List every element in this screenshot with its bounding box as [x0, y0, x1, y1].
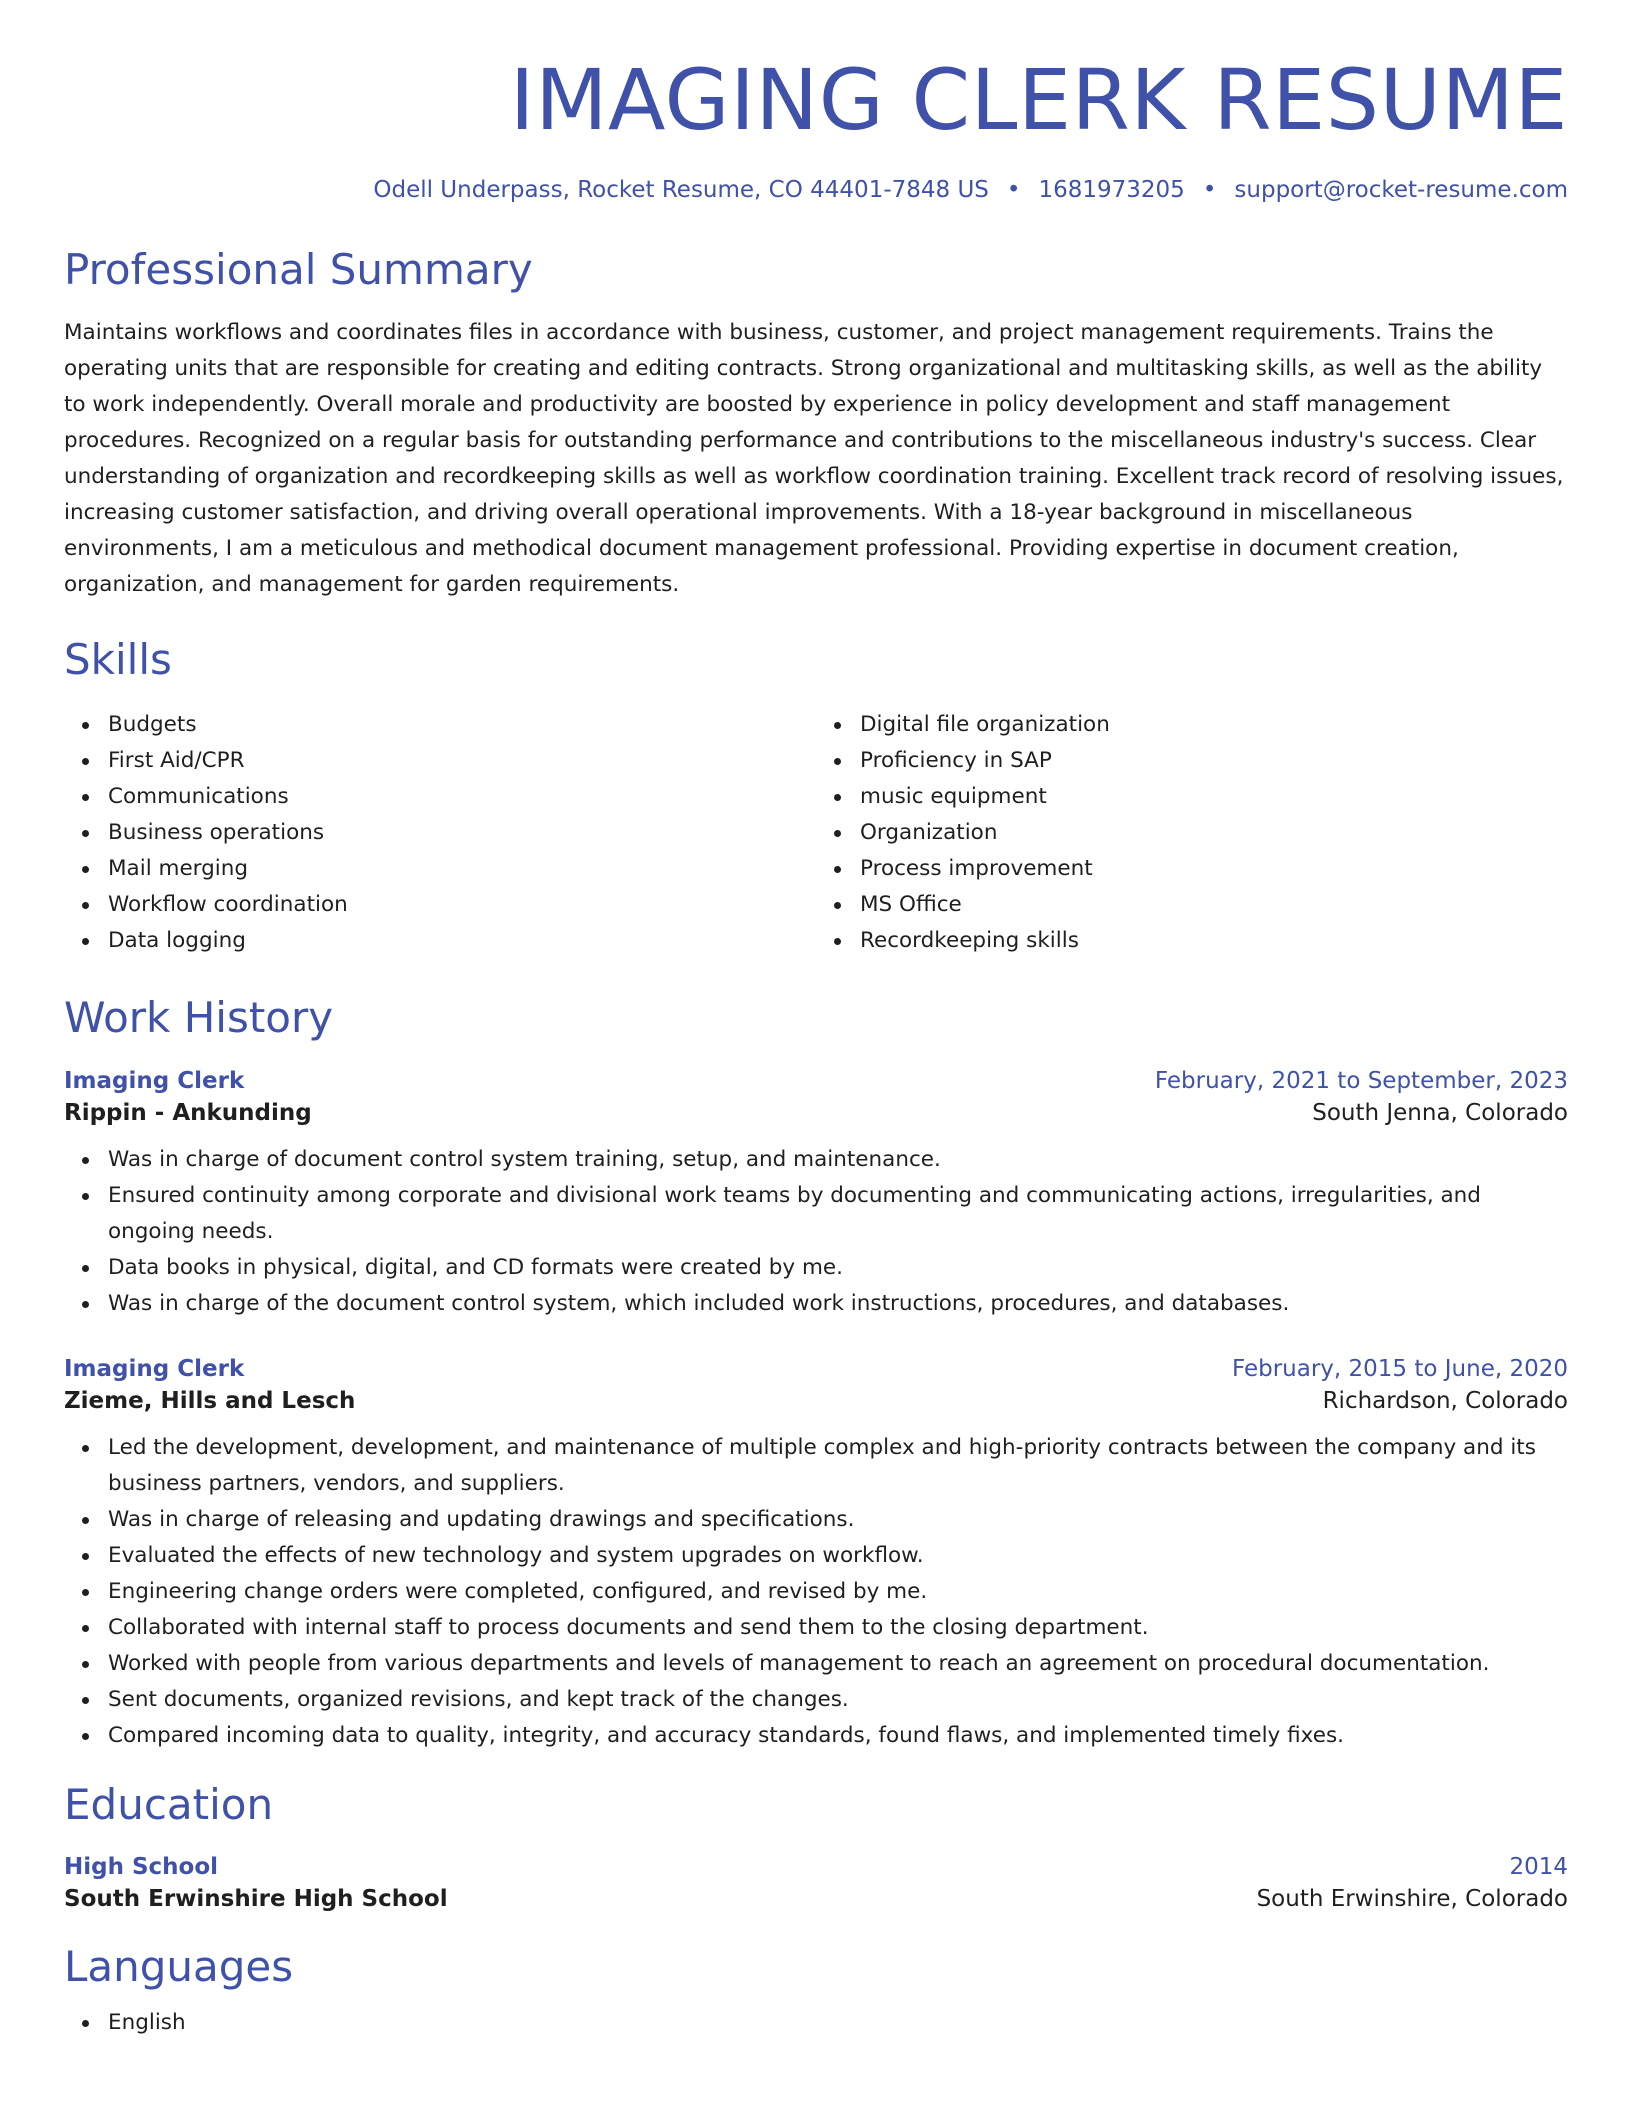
job-employer-row	[64, 1382, 1568, 1414]
job-entry	[64, 1356, 1568, 1754]
contact-address: Odell Underpass, Rocket Resume, CO 44401-7848 US	[373, 176, 989, 203]
skills-list-right	[816, 707, 1568, 959]
skill-item: Communications	[108, 779, 816, 815]
languages-section	[64, 1942, 1568, 2040]
job-dates: February, 2015 to June, 2020	[1231, 1355, 1568, 1382]
skill-item: Organization	[860, 815, 1568, 851]
job-company: Rippin - Ankunding	[64, 1099, 312, 1126]
job-duty-item: Worked with people from various departments and levels of management to reach an agreement on procedural documentation.	[108, 1646, 1568, 1682]
skill-item: Digital file organization	[860, 707, 1568, 743]
education-year: 2014	[1509, 1854, 1568, 1881]
job-location: Richardson, Colorado	[1322, 1387, 1568, 1414]
education-location: South Erwinshire, Colorado	[1256, 1886, 1568, 1913]
job-company: Zieme, Hills and Lesch	[64, 1387, 356, 1414]
skill-item: Proficiency in SAP	[860, 743, 1568, 779]
job-title: Imaging Clerk	[64, 1355, 245, 1382]
skills-list-left	[64, 707, 816, 959]
section-heading-languages: Languages	[64, 1942, 294, 1992]
contact-separator: •	[1202, 176, 1217, 203]
education-school-row	[64, 1880, 1568, 1912]
education-school: South Erwinshire High School	[64, 1886, 448, 1913]
education-header-row	[64, 1854, 1568, 1880]
job-duty-item: Was in charge of the document control system, which included work instructions, procedures, and databases.	[108, 1286, 1568, 1322]
job-duties-list	[64, 1142, 1568, 1322]
section-heading-work-history: Work History	[64, 993, 334, 1043]
section-heading-skills: Skills	[64, 634, 172, 684]
job-entry	[64, 1068, 1568, 1322]
contact-email: support@rocket-resume.com	[1234, 176, 1568, 203]
skills-columns	[64, 707, 1568, 959]
job-duty-item: Engineering change orders were completed, configured, and revised by me.	[108, 1574, 1568, 1610]
job-duty-item: Collaborated with internal staff to process documents and send them to the closing department.	[108, 1610, 1568, 1646]
job-header-row	[64, 1356, 1568, 1382]
skill-item: Recordkeeping skills	[860, 923, 1568, 959]
job-duty-item: Evaluated the effects of new technology and system upgrades on workflow.	[108, 1538, 1568, 1574]
resume-title: IMAGING CLERK RESUME	[509, 51, 1568, 149]
skill-item: Workflow coordination	[108, 887, 816, 923]
skill-item: Process improvement	[860, 851, 1568, 887]
summary-text: Maintains workflows and coordinates files in accordance with business, customer, and project management requirements. Trains the operating units that are responsible for creating and editing contracts. Strong organizational and multitasking skills, as well as the ability to work independently. Overall morale and productivity are boosted by experience in policy development and staff management procedures. Recognized on a regular basis for outstanding performance and contributions to the miscellaneous industry's success. Clear understanding of organization and recordkeeping skills as well as workflow coordination training. Excellent track record of resolving issues, increasing customer satisfaction, and driving overall operational improvements. With a 18-year background in miscellaneous environments, I am a meticulous and methodical document management professional. Providing expertise in document creation, organization, and management for garden requirements.	[64, 319, 1564, 597]
contact-line	[64, 177, 1568, 203]
contact-phone: 1681973205	[1038, 176, 1185, 203]
section-heading-education: Education	[64, 1779, 274, 1829]
job-dates: February, 2021 to September, 2023	[1154, 1067, 1568, 1094]
job-duty-item: Data books in physical, digital, and CD formats were created by me.	[108, 1250, 1568, 1286]
job-location: South Jenna, Colorado	[1312, 1099, 1568, 1126]
job-header-row	[64, 1068, 1568, 1094]
work-history-section	[64, 993, 1568, 1753]
contact-separator: •	[1006, 176, 1021, 203]
job-duty-item: Compared incoming data to quality, integrity, and accuracy standards, found flaws, and implemented timely fixes.	[108, 1718, 1568, 1754]
skill-item: First Aid/CPR	[108, 743, 816, 779]
skills-section	[64, 635, 1568, 959]
skill-item: Budgets	[108, 707, 816, 743]
job-duty-item: Sent documents, organized revisions, and kept track of the changes.	[108, 1682, 1568, 1718]
professional-summary-section	[64, 245, 1568, 603]
job-title: Imaging Clerk	[64, 1067, 245, 1094]
job-duties-list	[64, 1430, 1568, 1754]
education-degree: High School	[64, 1854, 219, 1881]
education-section	[64, 1780, 1568, 1912]
languages-list	[64, 2005, 1568, 2041]
skill-item: Mail merging	[108, 851, 816, 887]
job-duty-item: Ensured continuity among corporate and divisional work teams by documenting and communicating actions, irregularities, and ongoing needs.	[108, 1178, 1568, 1250]
job-duty-item: Led the development, development, and maintenance of multiple complex and high-priority contracts between the company and its business partners, vendors, and suppliers.	[108, 1430, 1568, 1502]
skill-item: MS Office	[860, 887, 1568, 923]
skill-item: Data logging	[108, 923, 816, 959]
job-employer-row	[64, 1094, 1568, 1126]
section-heading-summary: Professional Summary	[64, 244, 533, 294]
education-entry	[64, 1854, 1568, 1912]
skill-item: Business operations	[108, 815, 816, 851]
job-duty-item: Was in charge of document control system training, setup, and maintenance.	[108, 1142, 1568, 1178]
language-item: English	[108, 2005, 1568, 2041]
job-duty-item: Was in charge of releasing and updating drawings and specifications.	[108, 1502, 1568, 1538]
skill-item: music equipment	[860, 779, 1568, 815]
